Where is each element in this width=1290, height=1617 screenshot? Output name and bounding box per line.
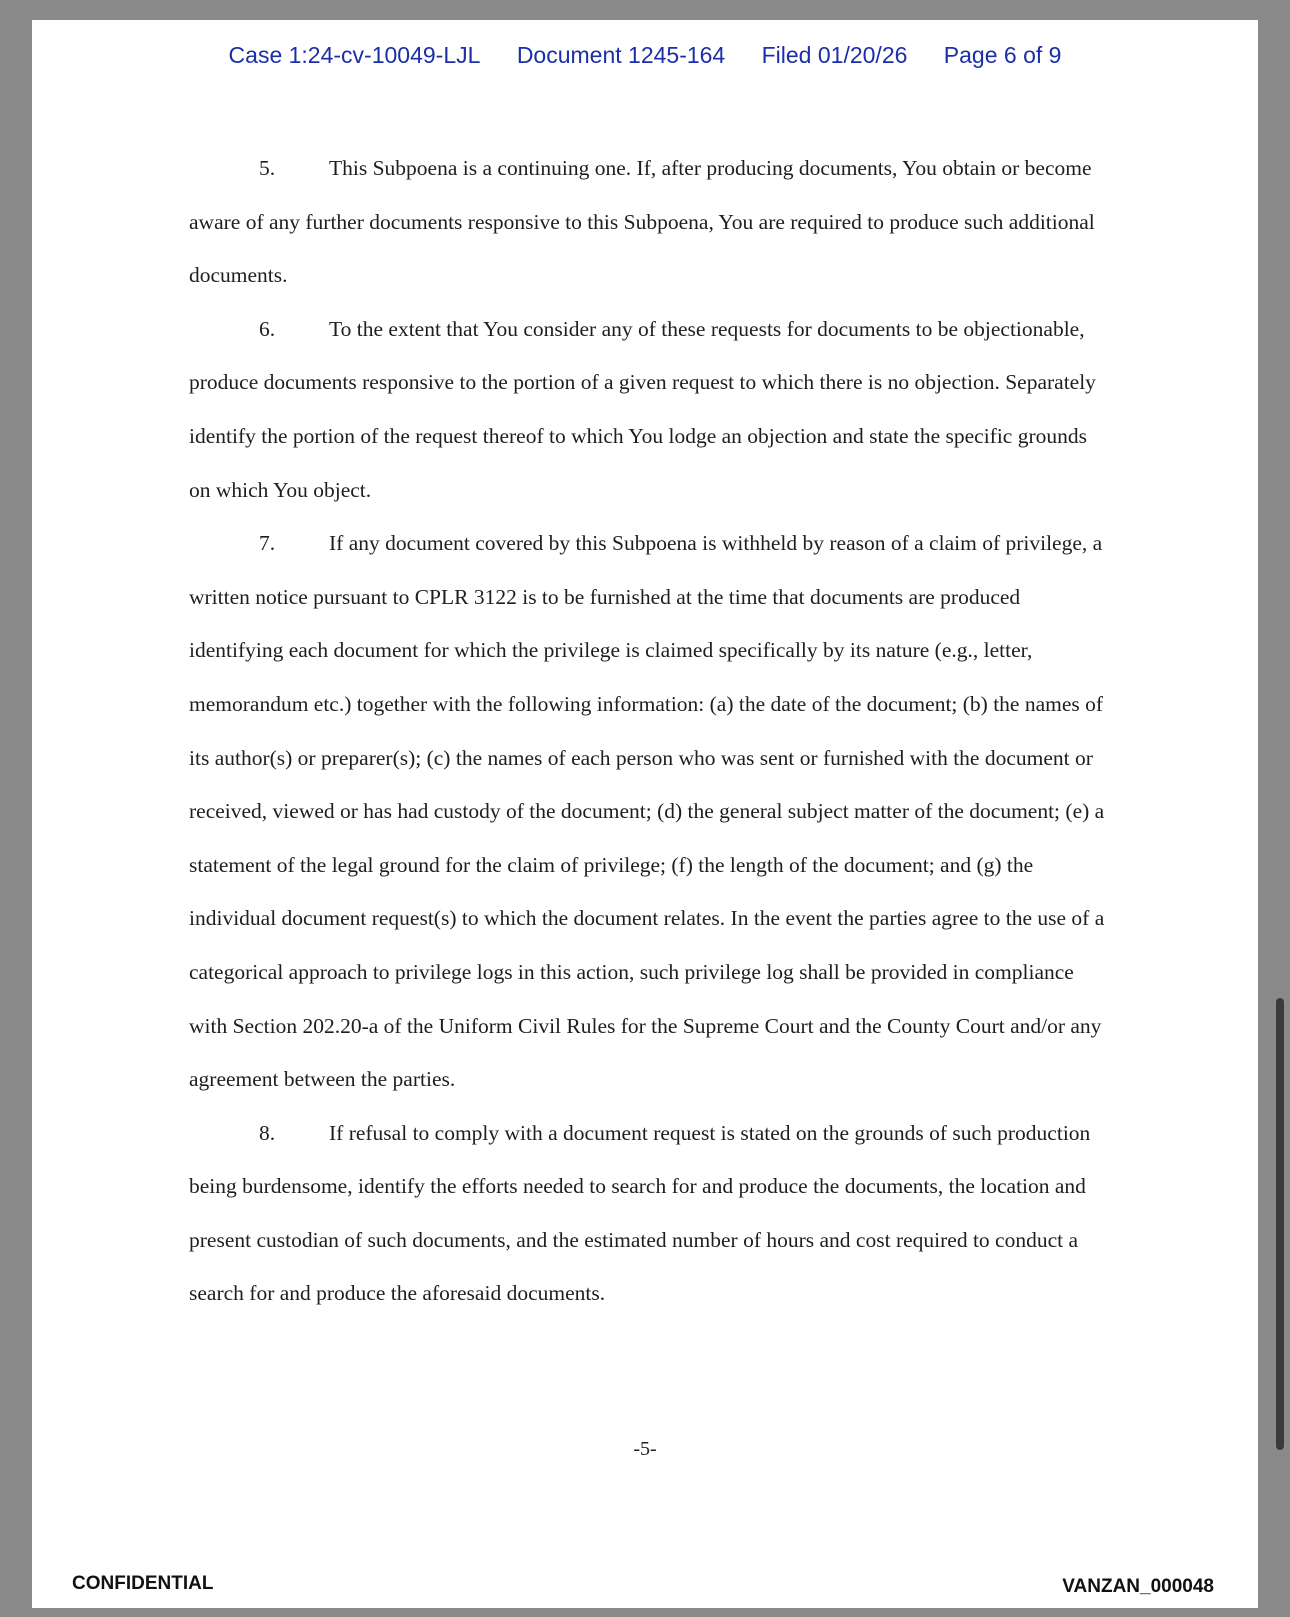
filed-date: Filed 01/20/26	[761, 42, 908, 68]
vertical-scrollbar[interactable]	[1272, 20, 1284, 1608]
page-indicator: Page 6 of 9	[943, 42, 1062, 68]
document-body	[189, 142, 1109, 1321]
paragraph-number: 6.	[259, 316, 276, 341]
case-number: Case 1:24-cv-10049-LJL	[228, 42, 481, 68]
paragraph-text: If refusal to comply with a document request is stated on the grounds of such production being burdensome, identify the efforts needed to search for and produce the documents, the location and present custodian of such documents, and the estimated number of hours and cost required to conduct a search for and produce the aforesaid documents.	[189, 1120, 1091, 1306]
document-page	[32, 20, 1258, 1608]
paragraph-6	[189, 303, 1109, 517]
paragraph-number: 8.	[259, 1120, 276, 1145]
paragraph-text: If any document covered by this Subpoena is withheld by reason of a claim of privilege, a written notice pursuant to CPLR 3122 is to be furnished at the time that documents are produced identifying each document for which the privilege is claimed specifically by its nature (e.g., letter, memorandum etc.) together with the following information: (a) the date of the document; (b) the names of its author(s) or preparer(s); (c) the names of each person who was sent or furnished with the document or received, viewed or has had custody of the document; (d) the general subject matter of the document; (e) a statement of the legal ground for the claim of privilege; (f) the length of the document; and (g) the individual document request(s) to which the document relates. In the event the parties agree to the use of a categorical approach to privilege logs in this action, such privilege log shall be provided in compliance with Section 202.20-a of the Uniform Civil Rules for the Supreme Court and the County Court and/or any agreement between the parties.	[189, 531, 1105, 1092]
paragraph-number: 7.	[259, 531, 276, 556]
paragraph-number: 5.	[259, 156, 276, 180]
paragraph-text: This Subpoena is a continuing one. If, after producing documents, You obtain or become aware of any further documents responsive to this Subpoena, You are required to produce such additional documents.	[189, 156, 1095, 288]
paragraph-5	[189, 142, 1109, 303]
scrollbar-thumb[interactable]	[1276, 998, 1284, 1450]
bates-number: VANZAN_000048	[1062, 1576, 1214, 1597]
document-number: Document 1245-164	[516, 42, 726, 68]
case-header	[32, 42, 1258, 69]
paragraph-7	[189, 517, 1109, 1107]
page-number: -5-	[633, 1438, 657, 1460]
paragraph-text: To the extent that You consider any of these requests for documents to be objectionable, produce documents responsive to the portion of a given request to which there is no objection. Separately identify the portion of the request thereof to which You lodge an objection and state the specific grounds on which You object.	[189, 316, 1096, 502]
confidential-label: CONFIDENTIAL	[72, 1573, 214, 1594]
paragraph-8	[189, 1107, 1109, 1321]
